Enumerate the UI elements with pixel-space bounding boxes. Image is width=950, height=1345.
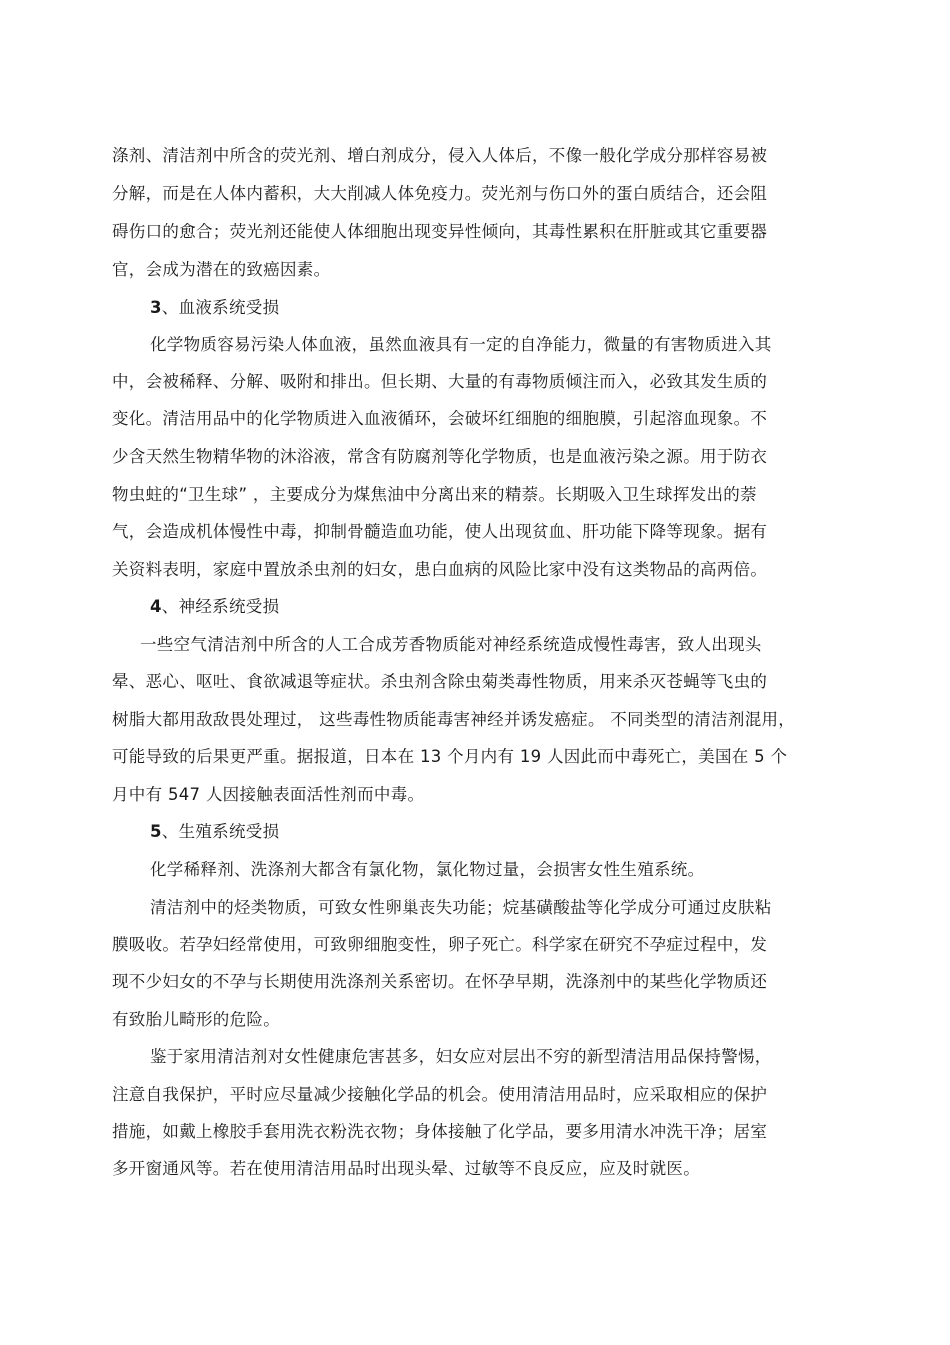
text-line: 树脂大都用敌敌畏处理过， 这些毒性物质能毒害神经并诱发癌症。 不同类型的清洁剂混用， [112, 710, 796, 729]
heading-text: 、神经系统受损 [161, 597, 280, 616]
text-line: 一些空气清洁剂中所含的人工合成芳香物质能对神经系统造成慢性毒害，致人出现头 [140, 635, 762, 654]
text-line: 中，会被稀释、分解、吸附和排出。但长期、大量的有毒物质倾注而入，必致其发生质的 [112, 372, 768, 391]
text-line: 涤剂、清洁剂中所含的荧光剂、增白剂成分，侵入人体后，不像一般化学成分那样容易被 [112, 146, 768, 165]
section-heading-5 [150, 822, 279, 842]
text-line: 注意自我保护，平时应尽量减少接触化学品的机会。使用清洁用品时，应采取相应的保护 [112, 1085, 768, 1104]
text-line: 鉴于家用清洁剂对女性健康危害甚多，妇女应对层出不穷的新型清洁用品保持警惕， [150, 1047, 772, 1066]
text-line: 化学稀释剂、洗涤剂大都含有氯化物，氯化物过量，会损害女性生殖系统。 [150, 860, 705, 879]
text-line: 膜吸收。若孕妇经常使用，可致卵细胞变性，卵子死亡。科学家在研究不孕症过程中，发 [112, 935, 768, 954]
section-heading-3 [150, 298, 279, 318]
text-line: 月中有 547 人因接触表面活性剂而中毒。 [112, 785, 425, 804]
text-line: 可能导致的后果更严重。据报道，日本在 13 个月内有 19 人因此而中毒死亡，美国在 5 个 [112, 747, 788, 766]
text-line: 晕、恶心、呕吐、食欲减退等症状。杀虫剂含除虫菊类毒性物质，用来杀灭苍蝇等飞虫的 [112, 672, 768, 691]
text-line: 关资料表明，家庭中置放杀虫剂的妇女，患白血病的风险比家中没有这类物品的高两倍。 [112, 560, 768, 579]
heading-text: 、血液系统受损 [161, 298, 280, 317]
text-line: 措施，如戴上橡胶手套用洗衣粉洗衣物；身体接触了化学品，要多用清水冲洗干净；居室 [112, 1122, 768, 1141]
text-line: 变化。清洁用品中的化学物质进入血液循环，会破坏红细胞的细胞膜，引起溶血现象。不 [112, 409, 768, 428]
text-line: 化学物质容易污染人体血液，虽然血液具有一定的自净能力，微量的有害物质进入其 [150, 335, 772, 354]
text-line: 官，会成为潜在的致癌因素。 [112, 260, 331, 279]
heading-number: 5 [150, 822, 162, 841]
heading-number: 4 [150, 597, 162, 616]
text-line: 气，会造成机体慢性中毒，抑制骨髓造血功能，使人出现贫血、肝功能下降等现象。据有 [112, 522, 768, 541]
text-line: 有致胎儿畸形的危险。 [112, 1010, 280, 1029]
text-line: 多开窗通风等。若在使用清洁用品时出现头晕、过敏等不良反应，应及时就医。 [112, 1159, 700, 1178]
text-line: 物虫蛀的“卫生球” ，主要成分为煤焦油中分离出来的精萘。长期吸入卫生球挥发出的萘 [112, 485, 757, 504]
text-line: 碍伤口的愈合；荧光剂还能使人体细胞出现变异性倾向，其毒性累积在肝脏或其它重要器 [112, 222, 768, 241]
text-line: 清洁剂中的烃类物质，可致女性卵巢丧失功能；烷基磺酸盐等化学成分可通过皮肤粘 [150, 898, 772, 917]
text-line: 现不少妇女的不孕与长期使用洗涤剂关系密切。在怀孕早期，洗涤剂中的某些化学物质还 [112, 972, 768, 991]
heading-text: 、生殖系统受损 [161, 822, 280, 841]
text-line: 分解，而是在人体内蓄积，大大削减人体免疫力。荧光剂与伤口外的蛋白质结合，还会阻 [112, 184, 768, 203]
text-line: 少含天然生物精华物的沐浴液，常含有防腐剂等化学物质，也是血液污染之源。用于防衣 [112, 447, 768, 466]
section-heading-4 [150, 597, 279, 617]
heading-number: 3 [150, 298, 162, 317]
